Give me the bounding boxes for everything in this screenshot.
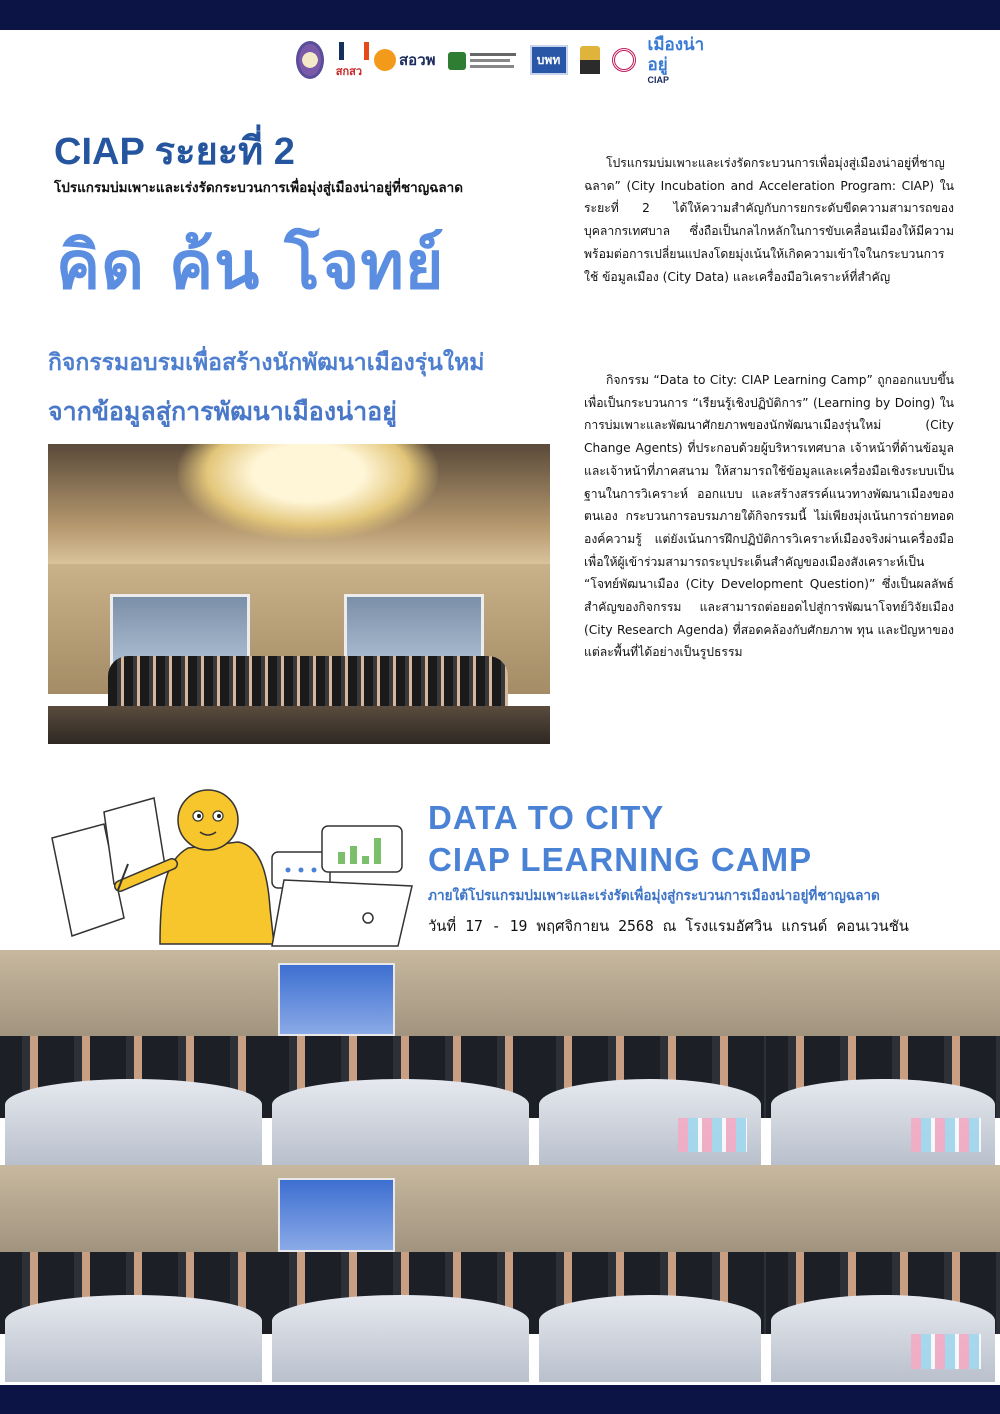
ministry-text-logo xyxy=(448,45,518,75)
muang-naayu-logo xyxy=(647,35,706,85)
workshop-photo-5 xyxy=(0,1165,267,1382)
muang-naayu-logo-text: เมืองน่าอยู่ xyxy=(647,35,705,74)
photo-sticky-notes xyxy=(911,1118,981,1152)
camp-title-line-2: CIAP LEARNING CAMP xyxy=(428,841,813,878)
partner-logos xyxy=(296,35,706,85)
photo-table xyxy=(5,1079,261,1165)
program-name: โปรแกรมบ่มเพาะและเร่งรัดกระบวนการเพื่อมุ่งสู่เมืองน่าอยู่ที่ชาญฉลาด xyxy=(54,180,464,196)
intro-paragraph: โปรแกรมบ่มเพาะและเร่งรัดกระบวนการเพื่อมุ่งสู่เมืองน่าอยู่ที่ชาญฉลาด” (City Incubation and Acceleration Program: CIAP) ในระยะที่ 2 ได้ให้ความสำคัญกับการยกระดับขีดความสามารถของบุคลากรเทศบาล ซึ่งถือเป็นกลไกหลักในการขับเคลื่อนเมืองให้มีความพร้อมต่อการเปลี่ยนแปลงโดยมุ่งเน้นให้เกิดความเข้าใจในกระบวนการใช้ ข้อมูลเมือง (City Data) และเครื่องมือวิเคราะห์ที่สำคัญ xyxy=(584,156,954,284)
sks-logo xyxy=(336,40,362,80)
workshop-photo-1 xyxy=(0,950,267,1165)
camp-date-venue: วันที่ 17 - 19 พฤศจิกายน 2568 ณ โรงแรมอัศวิน แกรนด์ คอนเวนชัน xyxy=(428,918,909,935)
photo-sticky-notes xyxy=(911,1334,981,1369)
photo-table xyxy=(539,1295,762,1382)
ministry-text-logo-graphic xyxy=(448,48,518,72)
ssbs-logo xyxy=(612,44,636,76)
sawp-logo-text: สอวพ xyxy=(399,52,436,69)
photo-projection-screen xyxy=(278,1178,395,1252)
page-title: CIAP ระยะที่ 2 xyxy=(54,131,295,173)
workshop-photo-2 xyxy=(267,950,534,1165)
workshop-photo-8 xyxy=(766,1165,1000,1382)
university-seal-logo xyxy=(296,41,324,79)
chandelier xyxy=(178,444,438,540)
photo-wall xyxy=(766,1165,1000,1263)
photo-wall xyxy=(766,950,1000,1047)
photo-wall xyxy=(0,950,267,1047)
sks-logo-text: สกสว xyxy=(335,66,363,78)
sks-mark-icon xyxy=(337,40,361,62)
bar-chart-card-icon xyxy=(322,826,402,872)
ballroom-floor xyxy=(48,706,550,744)
paper-sheets-icon xyxy=(52,798,166,936)
photo-table xyxy=(272,1079,528,1165)
workshop-photo-7 xyxy=(534,1165,766,1382)
sawp-mark-icon xyxy=(374,49,396,71)
photo-projection-screen xyxy=(278,963,395,1036)
workshop-photo-6 xyxy=(267,1165,534,1382)
photo-table xyxy=(5,1295,261,1382)
slogan-heading: คิด ค้น โจทย์ xyxy=(56,227,445,304)
mahasarakham-emblem-icon xyxy=(580,46,600,74)
bwk-logo xyxy=(530,45,568,75)
mascot-illustration xyxy=(48,768,418,948)
photo-sticky-notes xyxy=(678,1118,748,1152)
workshop-photo-3 xyxy=(534,950,766,1165)
photo-wall xyxy=(534,950,766,1047)
muang-naayu-logo-sub: CIAP xyxy=(647,75,670,85)
photo-table xyxy=(272,1295,528,1382)
sawp-logo xyxy=(374,45,435,75)
top-banner-bar xyxy=(0,0,1000,30)
workshop-photo-grid xyxy=(0,950,1000,1382)
laptop-icon xyxy=(272,880,412,946)
workshop-photo-4 xyxy=(766,950,1000,1165)
subtitle-line-2: จากข้อมูลสู่การพัฒนาเมืองน่าอยู่ xyxy=(48,397,397,426)
ssbs-emblem-icon xyxy=(612,48,636,72)
activity-paragraph: กิจกรรม “Data to City: CIAP Learning Camp” ถูกออกแบบขึ้นเพื่อเป็นกระบวนการ “เรียนรู้เชิงปฏิบัติการ” (Learning by Doing) ในการบ่มเพาะและพัฒนาศักยภาพของนักพัฒนาเมืองรุ่นใหม่ (City Change Agents) ที่ประกอบด้วยผู้บริหารเทศบาล เจ้าหน้าที่ด้านข้อมูล และเจ้าหน้าที่ภาคสนาม ให้สามารถใช้ข้อมูลและเครื่องมือเชิงระบบเป็นฐานในการวิเคราะห์ ออกแบบ และสร้างสรรค์แนวทางพัฒนาเมืองของตนเอง กระบวนการอบรมภายใต้กิจกรรมนี้ ไม่เพียงมุ่งเน้นการถ่ายทอดองค์ความรู้ แต่ยังเน้นการฝึกปฏิบัติการวิเคราะห์เมืองจริงผ่านเครื่องมือ เพื่อให้ผู้เข้าร่วมสามารถระบุประเด็นสำคัญของเมืองสังเคราะห์เป็น “โจทย์พัฒนาเมือง (City Development Question)” ซึ่งเป็นผลลัพธ์สำคัญของกิจกรรม และสามารถต่อยอดไปสู่การพัฒนาโจทย์วิจัยเมือง (City Research Agenda) ที่สอดคล้องกับศักยภาพ ทุน และปัญหาของแต่ละพื้นที่ได้อย่างเป็นรูปธรรม xyxy=(584,373,954,660)
photo-wall xyxy=(0,1165,267,1263)
bwk-logo-text: บพท xyxy=(536,52,561,67)
mahasarakham-logo xyxy=(580,40,600,80)
camp-subtitle: ภายใต้โปรแกรมบ่มเพาะและเร่งรัดเพื่อมุ่งสู่กระบวนการเมืองน่าอยู่ที่ชาญฉลาด xyxy=(428,888,880,904)
photo-wall xyxy=(534,1165,766,1263)
camp-title-line-1: DATA TO CITY xyxy=(428,799,665,836)
subtitle-line-1: กิจกรรมอบรมเพื่อสร้างนักพัฒนาเมืองรุ่นใหม่ xyxy=(48,350,485,376)
bottom-banner-bar xyxy=(0,1385,1000,1414)
group-photo xyxy=(48,444,550,744)
